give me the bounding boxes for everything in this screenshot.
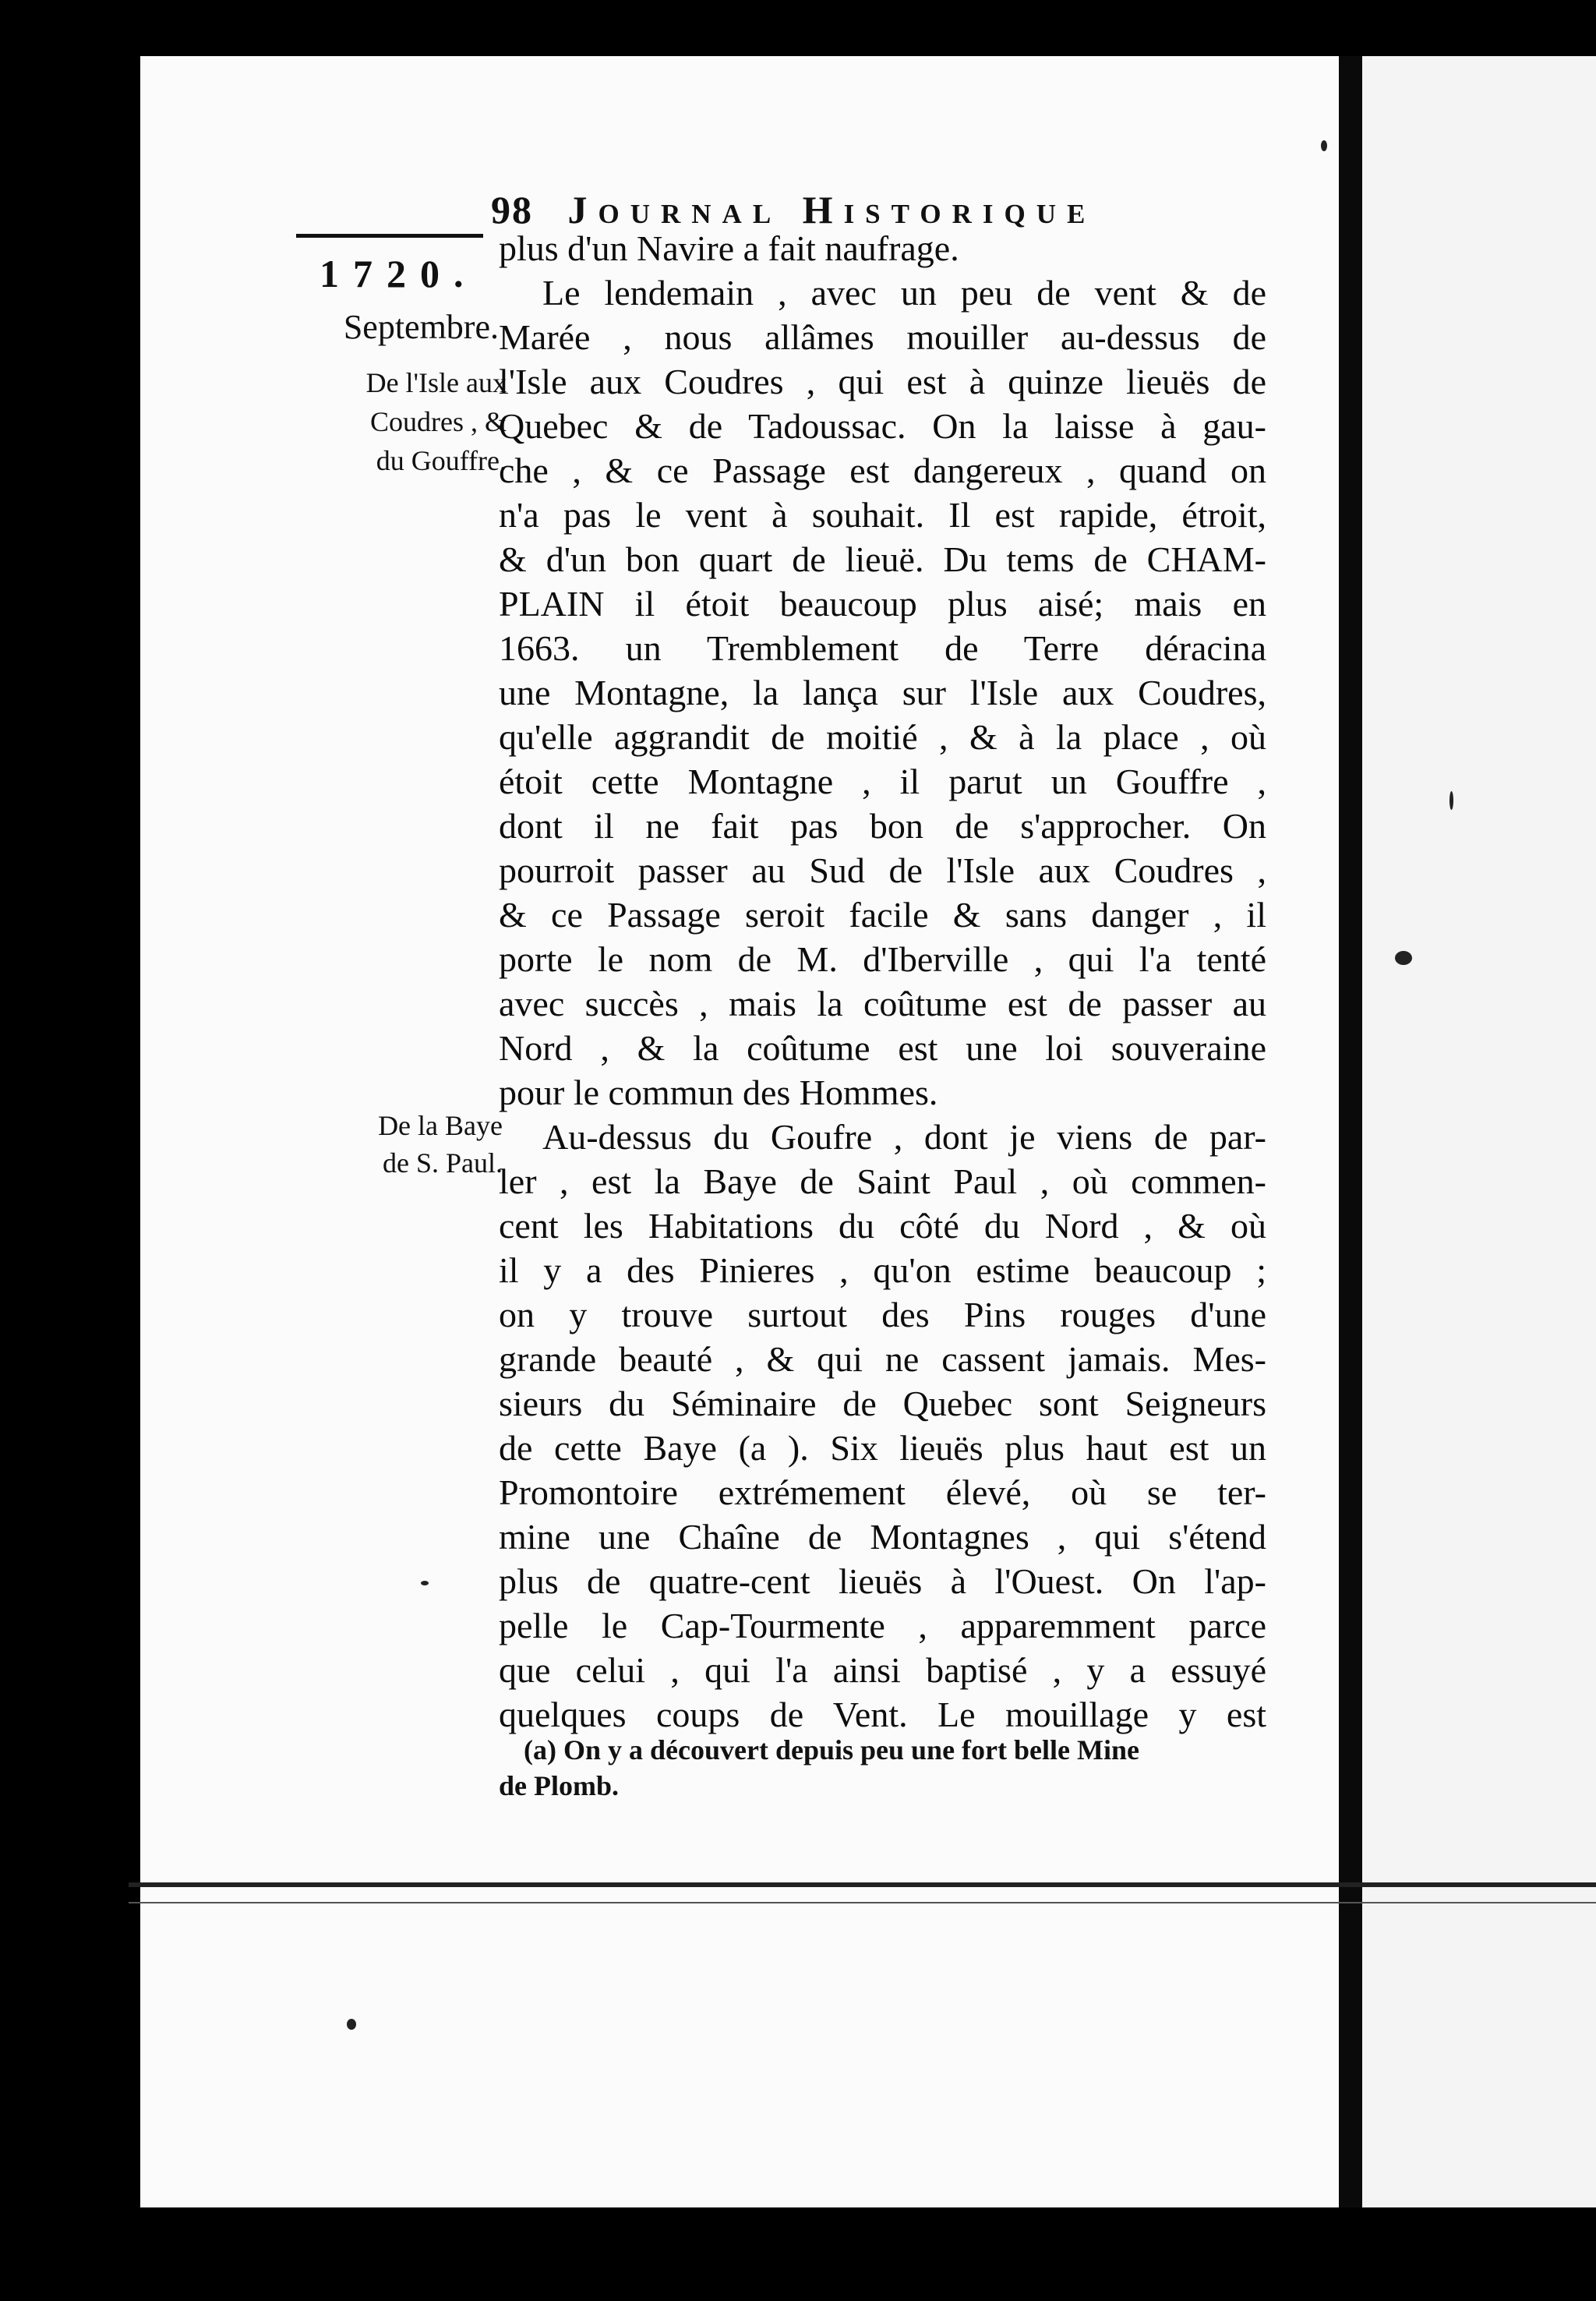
text-line: ler , est la Baye de Saint Paul , où commen- [499, 1161, 1266, 1201]
text-line: Promontoire extrémement élevé, où se ter- [499, 1472, 1266, 1512]
text-line: PLAIN il étoit beaucoup plus aisé; mais en [499, 584, 1266, 624]
scan-bottom-rule [129, 1882, 1596, 1887]
text-line: Au-dessus du Goufre , dont je viens de par- [542, 1117, 1266, 1157]
running-title: Journal Historique [567, 188, 1096, 232]
text-line: sieurs du Séminaire de Quebec sont Seigneurs [499, 1384, 1266, 1423]
text-line: che , & ce Passage est dangereux , quand on [499, 451, 1266, 490]
text-line: l'Isle aux Coudres , qui est à quinze lieuës de [499, 362, 1266, 401]
text-line: pour le commun des Hommes. [499, 1073, 938, 1112]
body-text [499, 226, 1266, 1737]
text-line: cent les Habitations du côté du Nord , & où [499, 1206, 1266, 1246]
text-line: & d'un bon quart de lieuë. Du tems de CHAM- [499, 539, 1266, 579]
text-line: Marée , nous allâmes mouiller au-dessus de [499, 317, 1266, 357]
text-line: il y a des Pinieres , qu'on estime beaucoup ; [499, 1250, 1266, 1290]
margin-note-baie [281, 1107, 503, 1182]
margin-note-line: du Gouffre. [376, 445, 507, 476]
footnote-line: de Plomb. [499, 1770, 620, 1801]
margin-note-line: de S. Paul. [382, 1147, 503, 1179]
text-line: plus d'un Navire a fait naufrage. [499, 228, 959, 268]
scan-speck [1449, 791, 1453, 810]
text-line: une Montagne, la lança sur l'Isle aux Coudres, [499, 673, 1266, 712]
text-line: on y trouve surtout des Pins rouges d'une [499, 1295, 1266, 1334]
text-line: mine une Chaîne de Montagnes , qui s'étend [499, 1517, 1266, 1557]
text-line: & ce Passage seroit facile & sans danger , il [499, 895, 1266, 935]
scan-speck [421, 1581, 429, 1585]
scan-bottom-rule-thin [129, 1902, 1596, 1903]
text-line: avec succès , mais la coûtume est de passer au [499, 984, 1266, 1023]
text-line: Quebec & de Tadoussac. On la laisse à gau- [499, 406, 1266, 446]
margin-month: Septembre. [343, 308, 499, 346]
text-line: Nord , & la coûtume est une loi souveraine [499, 1028, 1266, 1068]
margin-note-line: Coudres , & [370, 406, 507, 437]
text-line: n'a pas le vent à souhait. Il est rapide, étroit, [499, 495, 1266, 535]
text-line: de cette Baye (a ). Six lieuës plus haut est un [499, 1428, 1266, 1468]
footnote [499, 1732, 1266, 1804]
text-line: quelques coups de Vent. Le mouillage y est [499, 1695, 1266, 1734]
head-rule [296, 234, 483, 238]
text-line: dont il ne fait pas bon de s'approcher. On [499, 806, 1266, 846]
text-line: Le lendemain , avec un peu de vent & de [542, 273, 1266, 313]
scan-speck [347, 2019, 356, 2030]
text-line: pourroit passer au Sud de l'Isle aux Coudres , [499, 850, 1266, 890]
scan-speck [1321, 140, 1327, 151]
text-line: étoit cette Montagne , il parut un Gouffre , [499, 762, 1266, 801]
scan-speck [1395, 951, 1412, 965]
margin-note-line: De l'Isle aux [365, 367, 507, 398]
footnote-line: (a) On y a découvert depuis peu une fort belle Mine [524, 1734, 1139, 1766]
text-line: porte le nom de M. d'Iberville , qui l'a tenté [499, 939, 1266, 979]
text-line: pelle le Cap-Tourmente , apparemment parce [499, 1606, 1266, 1645]
margin-note-line: De la Baye [378, 1110, 503, 1141]
text-line: plus de quatre-cent lieuës à l'Ouest. On l'ap- [499, 1561, 1266, 1601]
margin-year: 1720. [320, 252, 478, 295]
text-line: que celui , qui l'a ainsi baptisé , y a essuyé [499, 1650, 1266, 1690]
page-number: 98 [491, 188, 533, 232]
text-line: grande beauté , & qui ne cassent jamais. Mes- [499, 1339, 1266, 1379]
margin-note-isle [281, 363, 507, 480]
text-line: 1663. un Tremblement de Terre déracina [499, 628, 1266, 668]
text-line: qu'elle aggrandit de moitié , & à la place , où [499, 717, 1266, 757]
